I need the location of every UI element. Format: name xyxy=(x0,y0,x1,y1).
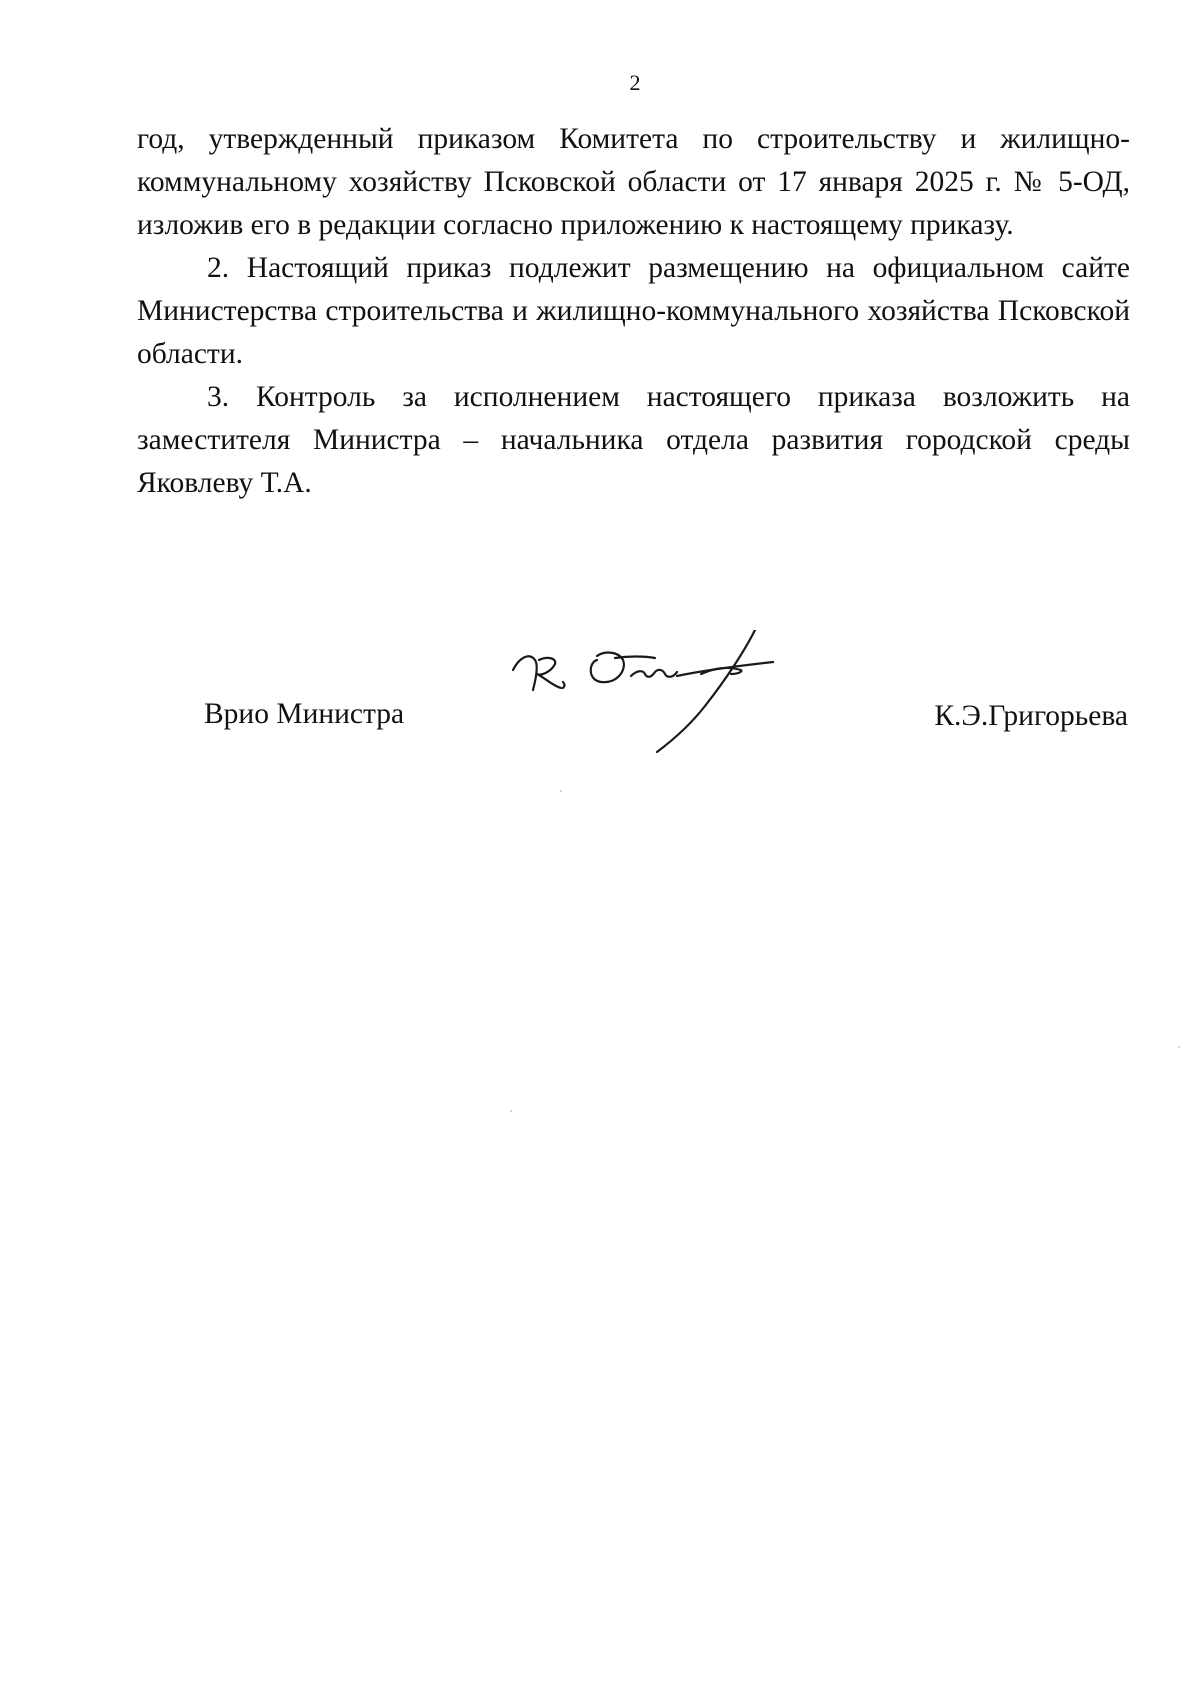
handwritten-signature xyxy=(505,630,825,760)
document-body xyxy=(137,118,1130,505)
scan-speck xyxy=(1178,1046,1180,1048)
signer-position: Врио Министра xyxy=(204,698,405,730)
body-paragraph-continuation: год, утвержденный приказом Комитета по строительству и жилищно-коммунальному хозяйству Псковской области от 17 января 2025 г. № 5-ОД, изложив его в редакции согласно приложению к настоящему приказу. xyxy=(137,123,1130,241)
signer-name: К.Э.Григорьева xyxy=(934,700,1128,732)
body-paragraph-item-2: 2. Настоящий приказ подлежит размещению на официальном сайте Министерства строительства и жилищно-коммунального хозяйства Псковской области. xyxy=(137,252,1130,370)
scan-speck xyxy=(560,790,562,792)
scan-speck xyxy=(510,1110,512,1112)
page-number: 2 xyxy=(629,70,641,95)
signature-block xyxy=(0,630,1200,770)
body-paragraph-item-3: 3. Контроль за исполнением настоящего приказа возложить на заместителя Министра – начальника отдела развития городской среды Яковлеву Т.А. xyxy=(137,381,1130,499)
